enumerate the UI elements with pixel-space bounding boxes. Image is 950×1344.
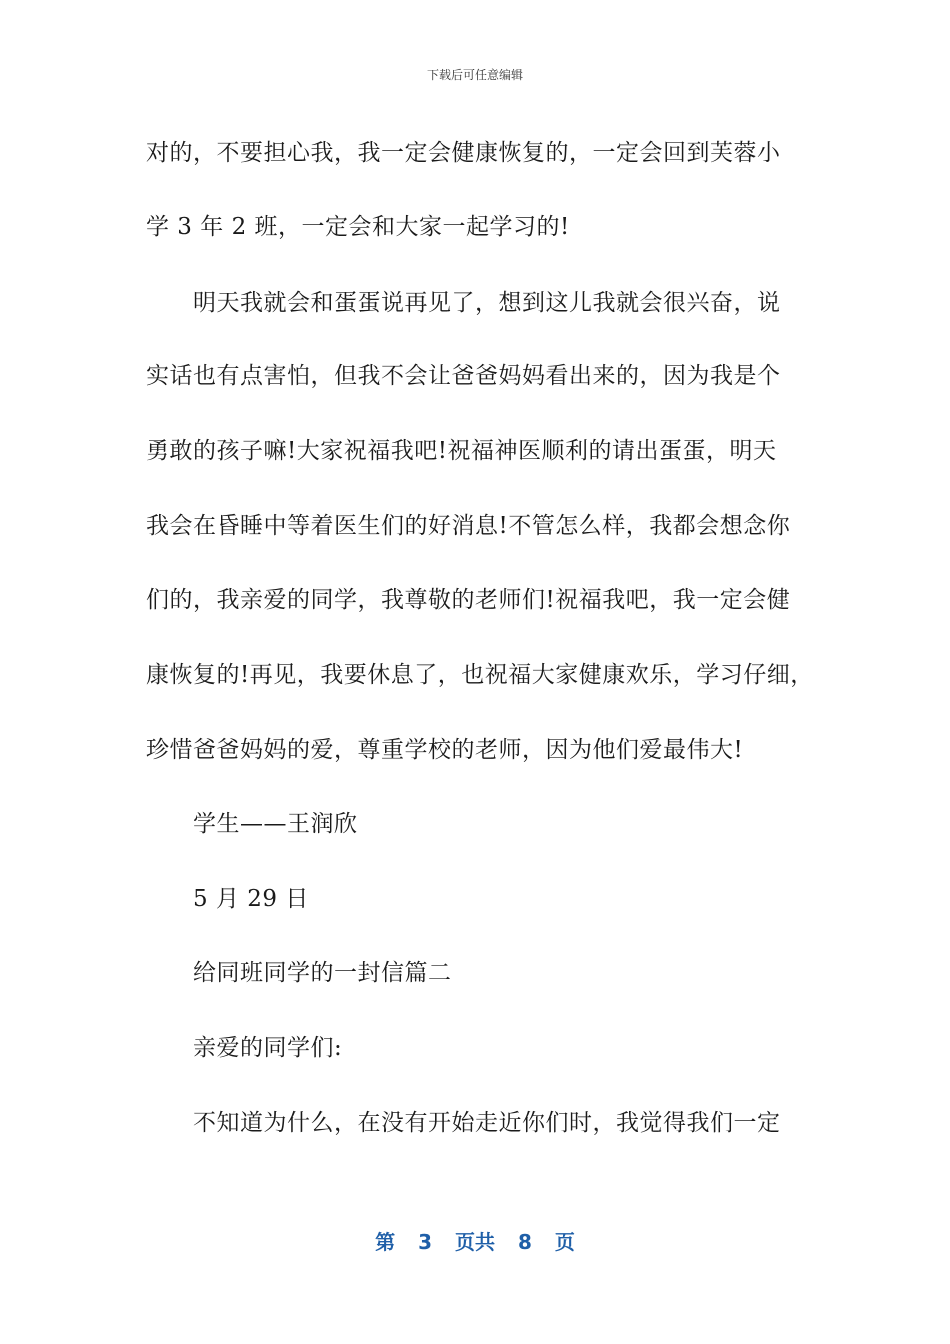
total-pages-number: 8 [517,1230,532,1254]
paragraph-line: 我会在昏睡中等着医生们的好消息!不管怎么样，我都会想念你 [146,513,791,539]
paragraph-line: 们的，我亲爱的同学，我尊敬的老师们!祝福我吧，我一定会健 [146,587,791,613]
current-page-number: 3 [418,1230,433,1254]
paragraph-line: 对的，不要担心我，我一定会健康恢复的，一定会回到芙蓉小 [146,140,781,166]
paragraph-line: 明天我就会和蛋蛋说再见了，想到这儿我就会很兴奋，说 [193,290,781,316]
date-line: 5 月 29 日 [193,886,309,912]
page-prefix: 第 [375,1230,396,1254]
paragraph-line: 珍惜爸爸妈妈的爱，尊重学校的老师，因为他们爱最伟大! [146,737,744,763]
paragraph-line: 勇敢的孩子嘛!大家祝福我吧!祝福神医顺利的请出蛋蛋，明天 [146,438,777,464]
paragraph-line: 康恢复的!再见，我要休息了，也祝福大家健康欢乐，学习仔细， [146,662,814,688]
signature-line: 学生——王润欣 [193,811,358,837]
page-footer [0,1226,950,1255]
paragraph-line: 不知道为什么，在没有开始走近你们时，我觉得我们一定 [193,1110,781,1136]
paragraph-line: 实话也有点害怕，但我不会让爸爸妈妈看出来的，因为我是个 [146,363,781,389]
page-mid: 页共 [455,1230,495,1254]
page-header: 下载后可任意编辑 [426,68,523,82]
page-suffix: 页 [554,1230,575,1254]
section-title: 给同班同学的一封信篇二 [193,960,452,986]
salutation-line: 亲爱的同学们: [193,1035,343,1061]
paragraph-line: 学 3 年 2 班，一定会和大家一起学习的! [146,214,570,240]
